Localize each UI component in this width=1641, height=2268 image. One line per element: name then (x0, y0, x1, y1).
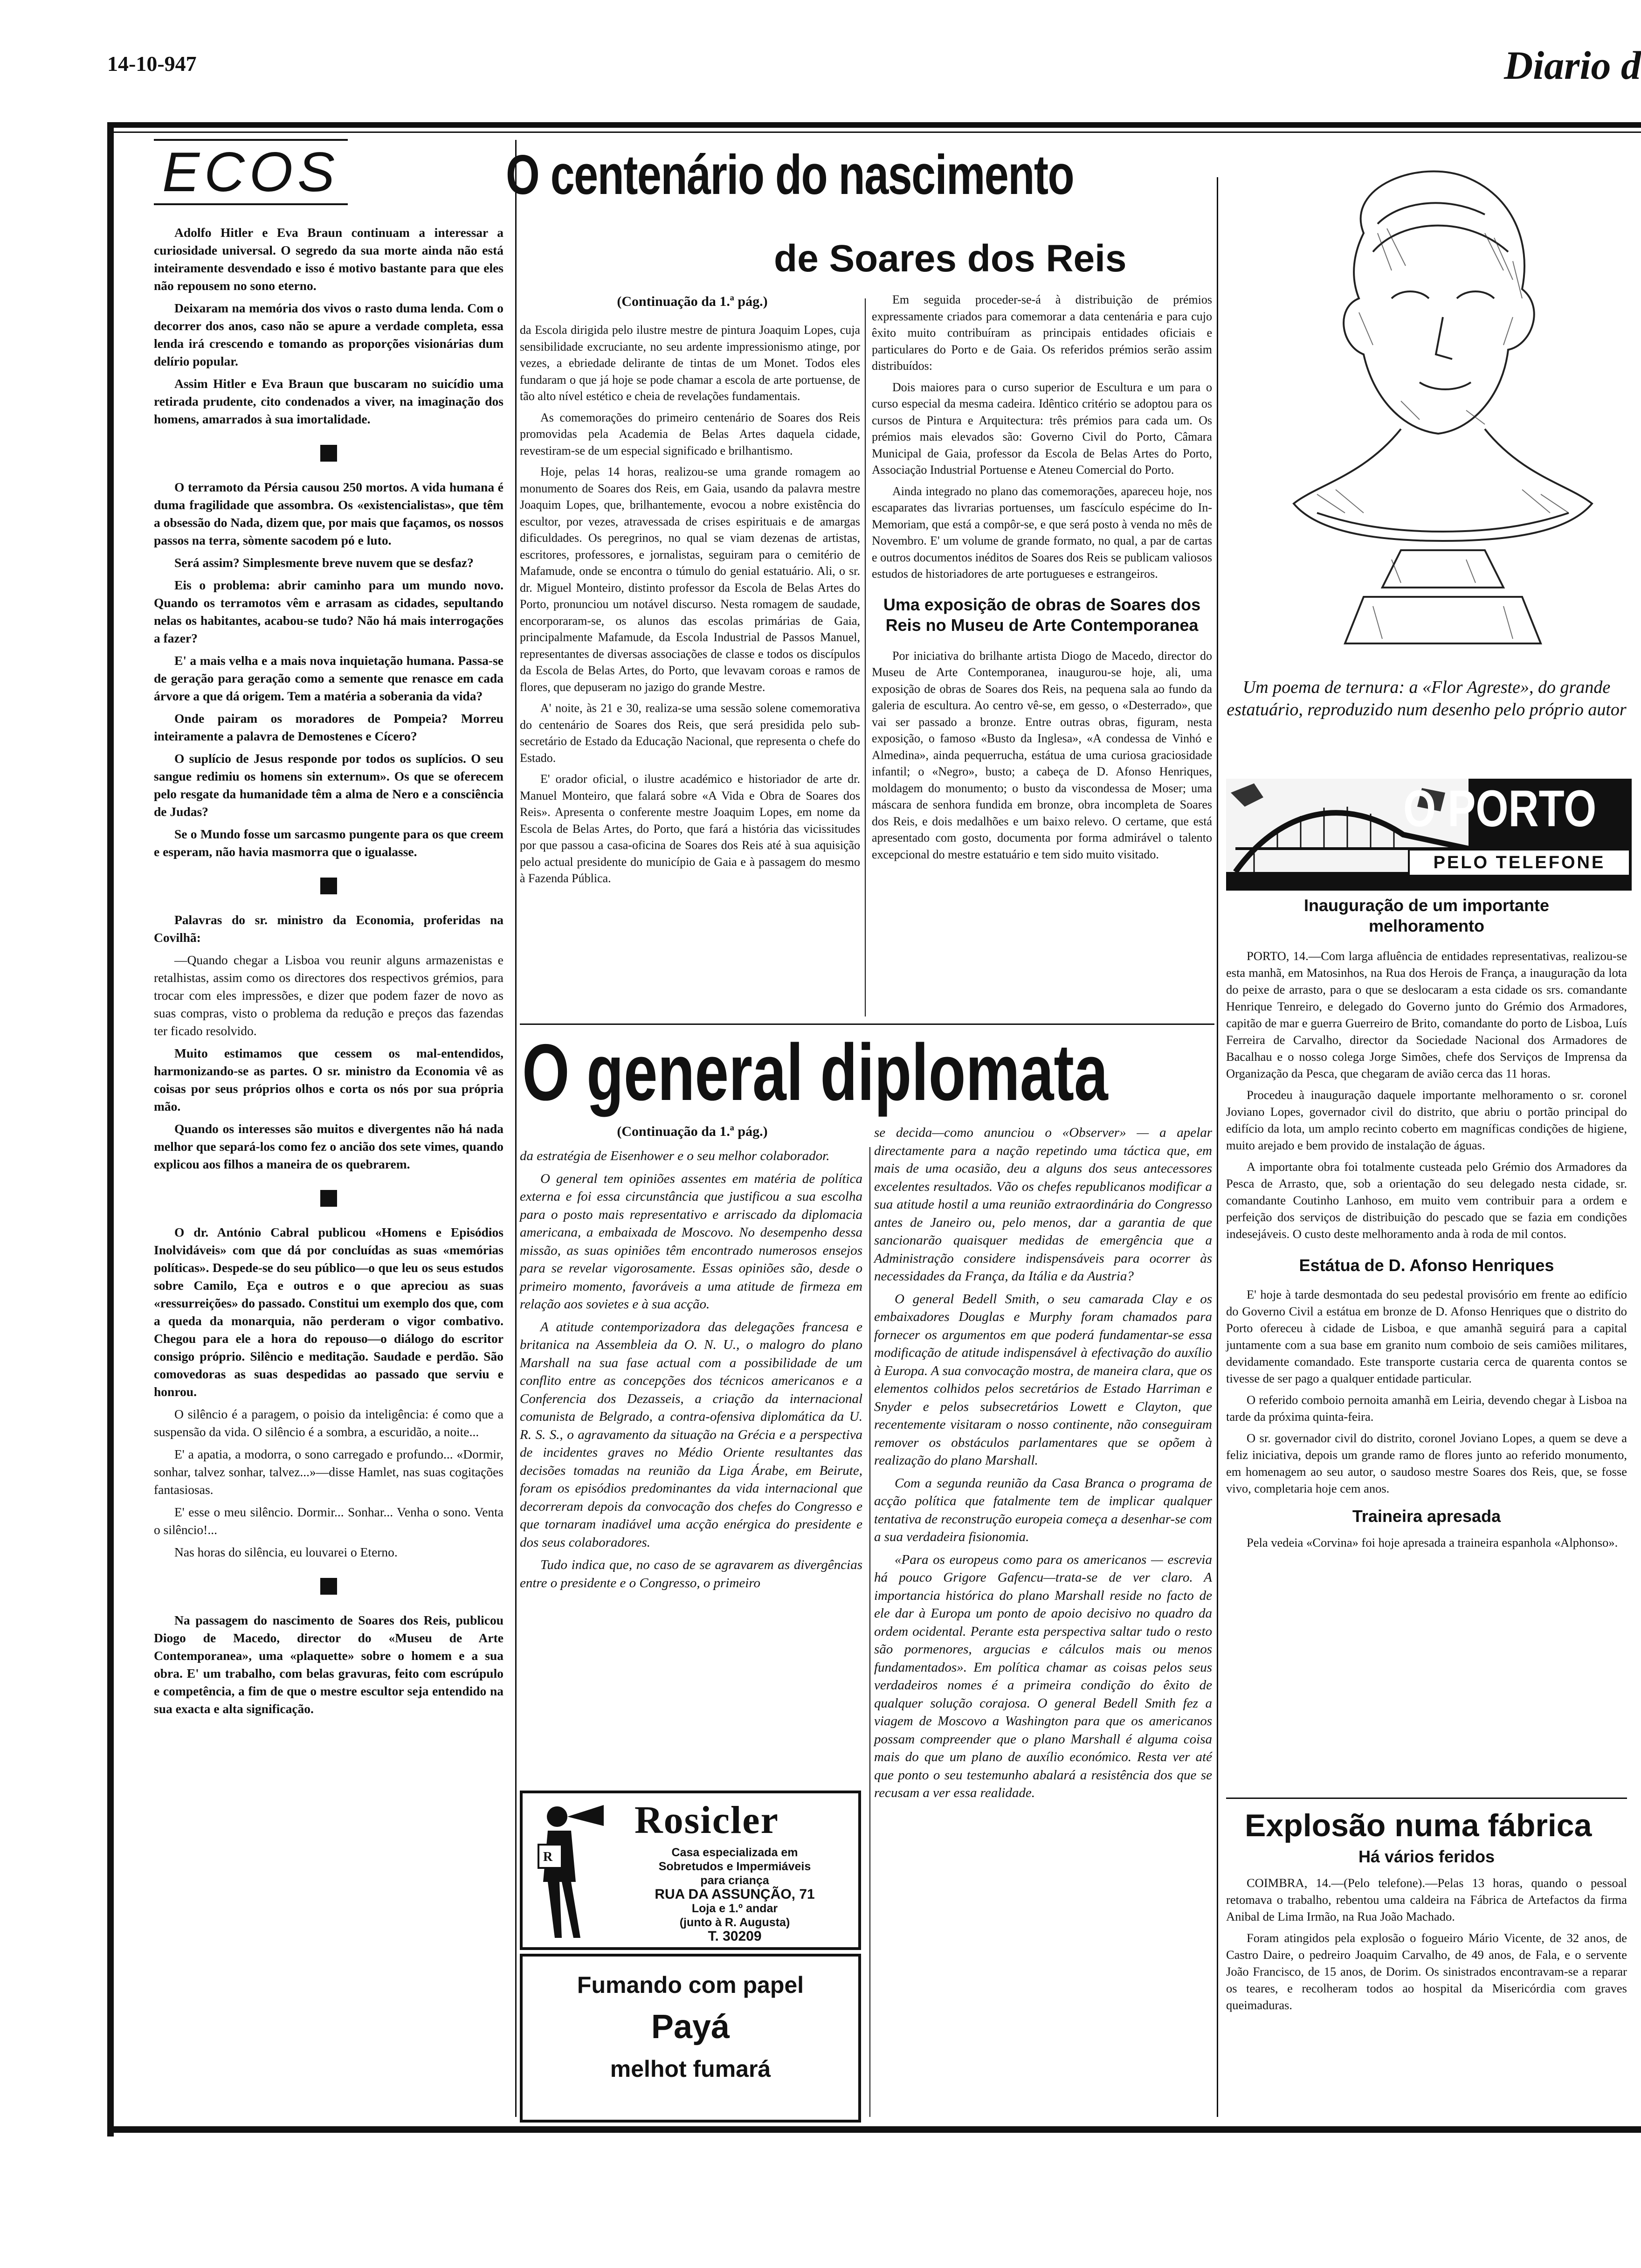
section-square-ornament (320, 1190, 337, 1207)
general-column-2 (874, 1124, 1212, 1807)
centenario-paragraph: Dois maiores para o curso superior de Escultura e um para o curso especial da mesma cadeira. Idêntico critério se adoptou para os cursos de Pintura e Arquitectura: três prémios para cada um. Os prémios mais elevados são: Governo Civil do Porto, Câmara Municipal de Gaia, professor da Escola de Belas Artes do Porto, Associação Industrial Portuense e Ateneu Comercial do Porto. (872, 380, 1212, 477)
general-paragraph: O general Bedell Smith, o seu camarada Clay e os embaixadores Douglas e Murphy foram chamados para fornecer os argumentos em que poderá fundamentar-se essa modificação de atitude indispensável à efectivação do auxílio à Europa. A sua convocação mostra, de maneira clara, que os elementos colhidos pelos secretários de Estado Harriman e Snyder e pelos subsecretários Lowett e Clayton, que recentemente visitaram o nosso continente, não conseguiram remover os obstáculos parlamentares que se opõem à realização do plano Marshall. (874, 1291, 1212, 1468)
ecos-paragraph: —Quando chegar a Lisboa vou reunir alguns armazenistas e retalhistas, assim como os directores dos respectivos grémios, para trocar com eles impressões, e dizer que podem fazer de novo as suas compras, visto o problema da redução e preços das fazendas ter ficado resolvido. (154, 953, 503, 1038)
ecos-paragraph: Quando os interesses são muitos e divergentes não há nada melhor que separá-los como fez o ancião dos sete vimes, quando explicou aos filhos a maneira de os quebrarem. (154, 1121, 503, 1171)
ecos-paragraph: O suplício de Jesus responde por todos os suplícios. O seu sangue redimiu os homens sin externum». Os que se oferecem pelo resgate da humanidade têm a alma de Nero e a consciência de Judas? (154, 751, 503, 819)
ecos-paragraph: Palavras do sr. ministro da Economia, proferidas na Covilhã: (154, 913, 503, 945)
rosicler-line: (junto à R. Augusta) (679, 1916, 790, 1929)
centenario-paragraph: As comemorações do primeiro centenário de Soares dos Reis promovidas pela Academia de Belas Artes daquela cidade, revestiram-se de um especial significado e brilhantismo. (520, 410, 860, 457)
centenario-title-line2: de Soares dos Reis (774, 237, 1127, 280)
ecos-paragraph: Eis o problema: abrir caminho para um mundo novo. Quando os terramotos vêm e arrasam as cidades, sepultando nelas os habitantes, acabou-se tudo? Não há mais interrogações a fazer? (154, 578, 503, 645)
explosao-paragraph: Foram atingidos pela explosão o fogueiro Mário Vicente, de 32 anos, de Castro Daire, o pedreiro Joaquim Carvalho, de 49 anos, de Fala, e o servente João Francisco, de 15 anos, de Dorim. Os sinistrados encontravam-se a reparar os teares, e recolheram todos ao hospital da Misericórdia com graves queimaduras. (1226, 1931, 1627, 2012)
col-divider-2 (865, 298, 866, 1016)
centenario-paragraph: Ainda integrado no plano das comemorações, apareceu hoje, nos escaparates das livrarias portuenses, um fascículo espécime do In-Memoriam, que está a compôr-se, e que será posto à venda no mês de Novembro. E' um volume de grande formato, no qual, a par de cartas e outros documentos inéditos de Soares dos Reis se publicam valiosos estudos de historiadores de arte portugueses e estrangeiros. (872, 484, 1212, 581)
centenario-paragraph: Em seguida proceder-se-á à distribuição de prémios expressamente criados para comemorar a data centenária e para cujo êxito muito contribuíram as principais entidades oficiais e particulares do Porto e de Gaia. Os referidos prémios serão assim distribuídos: (872, 293, 1212, 373)
bust-drawing (1224, 149, 1634, 662)
ecos-paragraph: E' a apatia, a modorra, o sono carregado e profundo... «Dormir, sonhar, talvez sonhar, talvez...»—disse Hamlet, nas suas cogitações fantasiosas. (154, 1447, 503, 1497)
explosao-headline: Explosão numa fábrica (1245, 1808, 1592, 1843)
top-rule (112, 122, 1641, 128)
svg-text:R: R (543, 1850, 553, 1864)
ecos-paragraph: Muito estimamos que cessem os mal-entendidos, harmonizando-se as partes. O sr. ministro da Economia vê as coisas por seus próprios olhos e corta os nós por sua própria mão. (154, 1046, 503, 1113)
centenario-paragraph: Hoje, pelas 14 horas, realizou-se uma grande romagem ao monumento de Soares dos Reis, em Gaia, usando da palavra mestre Joaquim Lopes, que, brilhantemente, evocou a nobre existência do escultor, por vezes, atravessada de crises espirituais e de amargas dificuldades. Os peregrinos, no qual se viam dezenas de artistas, escritores, professores, e jornalistas, seguiram para o cemitério de Mafamude, onde se encontra o túmulo do genial estatuário. Ali, o sr. dr. Miguel Monteiro, distinto professor da Escola de Belas Artes do Porto, pronunciou um notável discurso. Nesta romagem de saudade, encorporaram-se, os alunos das escolas primárias de Gaia, principalmente Mafamude, da Escola Industrial de Passos Manuel, representantes de diversas associações de classe e todos os discípulos da Escola de Belas Artes, do Porto, que levavam coroas e ramos de flores, que depuseram no jazigo do grande Mestre. (520, 465, 860, 694)
top-rule-thin (112, 131, 1641, 133)
rosicler-phone: T. 30209 (708, 1929, 762, 1944)
page-date: 14-10-947 (107, 52, 197, 76)
ecos-paragraph: Onde pairam os moradores de Pompeia? Morreu inteiramente a palavra de Demostenes e Cícero? (154, 711, 503, 743)
traineira-paragraph: Pela vedeia «Corvina» foi hoje apresada a traineira espanhola «Alphonso». (1247, 1535, 1618, 1549)
explosao-top-rule (1226, 1798, 1627, 1799)
section-square-ornament (320, 878, 337, 894)
bust-caption: Um poema de ternura: a «Flor Agreste», do grande estatuário, reproduzido num desenho pelo próprio autor (1227, 678, 1627, 719)
ecos-paragraph: Na passagem do nascimento de Soares dos Reis, publicou Diogo de Macedo, director do «Museu de Arte Contemporanea», uma «plaquette» sobre o homem e a sua obra. E' um trabalho, com belas gravuras, feito com escrúpulo e competência, a fim de que o mestre escultor seja entendido na sua exacta e alta significação. (154, 1613, 503, 1716)
general-top-rule (520, 1023, 1214, 1025)
centenario-column-1 (520, 322, 860, 892)
centenario-continuation: (Continuação da 1.ª pág.) (617, 294, 768, 309)
ecos-paragraph: Se o Mundo fosse um sarcasmo pungente para os que creem e esperam, não havia masmorra que o igualasse. (154, 827, 503, 859)
ecos-section-5 (154, 1611, 503, 1718)
porto-paragraph: A importante obra foi totalmente custeada pelo Grémio dos Armadores da Pesca de Arrasto, que, sob a orientação do seu delegado nesta cidade, sr. comandante Coutinho Lanhoso, em muito vem contribuir para a ordem e perfeição dos serviços de distribuição do pescado que se fazia em condições indesejáveis. O custo deste melhoramento anda à roda de mil contos. (1226, 1160, 1627, 1241)
flor-agreste-sketch (1224, 149, 1634, 662)
paya-line-1: Fumando com papel (577, 1972, 804, 1998)
general-paragraph: Com a segunda reunião da Casa Branca o programa de acção política que fatalmente tem de implicar qualquer tentativa de reconstrução europeia começa a desenhar-se com a sua verdadeira fisionomia. (874, 1475, 1212, 1544)
general-paragraph: A atitude contemporizadora das delegações francesa e britanica na Assembleia da O. N. U., o malogro do plano Marshall na sua fase actual com a possibilidade de um conflito entre as concepções dos técnicos americanos e a Conferencia dos Dezasseis, a criação da internacional comunista de Belgrado, a contra-ofensiva diplomática da U. R. S. S., o agravamento da situação na Grécia e a perspectiva de incidentes graves no Médio Oriente resultantes das decisões tomadas na reunião da Liga Árabe, em Beirute, foram os episódios predominantes da vida internacional que decorreram depois da convocação dos chefes do Congresso e que tornaram inadiável uma acção enérgica do presidente e dos seus colaboradores. (520, 1319, 862, 1550)
centenario-paragraph: da Escola dirigida pelo ilustre mestre de pintura Joaquim Lopes, cuja sensibilidade excruciante, no seu ardente impressionismo atinge, por vezes, a ebriedade delirante de tintas de um Monet. Todos eles fundaram o que já hoje se pode chamar a escola de arte portuense, de tão alto nível estético e cheia de revelações fundamentais. (520, 323, 860, 403)
ecos-section-1 (154, 224, 503, 428)
rosicler-ad (520, 1791, 861, 1950)
explosao-subheadline: Há vários feridos (1358, 1847, 1495, 1866)
explosao-paragraph: COIMBRA, 14.—(Pelo telefone).—Pelas 13 horas, quando o pessoal retomava o trabalho, rebentou uma caldeira na Fábrica de Artefactos da firma Anibal de Lima Irmão, na Rua João Machado. (1226, 1876, 1627, 1923)
left-border (107, 122, 114, 2137)
section-square-ornament (320, 445, 337, 462)
general-paragraph: se decida—como anunciou o «Observer» — a apelar directamente para a nação repetindo uma táctica que, em mais de uma ocasião, deu a alguns dos seus antecessores excelentes resultados. Vão os chefes republicanos modificar a sua atitude hostil a uma reunião extraordinária do Congresso antes de Janeiro ou, pelo menos, dar a garantia de que sancionarão quaisquer medidas de emergência que a Administração considere indispensáveis para ocorrer às necessidades da França, da Itália e da Austria? (874, 1125, 1212, 1284)
rosicler-details (616, 1846, 854, 1943)
centenario-paragraph: A' noite, às 21 e 30, realiza-se uma sessão solene comemorativa do centenário de Soares dos Reis, que será presidida pelo sub-secretário de Estado da Educação Nacional, que representa o chefe do Estado. (520, 701, 860, 765)
exposicao-subheadline: Uma exposição de obras de Soares dos Reis no Museu de Arte Contemporanea (883, 595, 1201, 635)
estatua-paragraph: E' hoje à tarde desmontada do seu pedestal provisório em frente ao edifício do Governo Civil a estátua em bronze de D. Afonso Henriques que o distrito do Porto ofereceu à cidade de Lisboa, e que amanhã seguirá para a capital juntamente com a sua base em granito num comboio de seis camiões militares, devidamente comandado. Este transporte custaria cerca de quarenta contos se tivesse de ser pago a qualquer entidade particular. (1226, 1287, 1627, 1385)
paya-line-3: melhot fumará (610, 2056, 771, 2082)
centenario-column-2 (872, 291, 1212, 867)
ecos-paragraph: O terramoto da Pérsia causou 250 mortos. A vida humana é duma fragilidade que assombra. Os «existencialistas», que têm a obsessão do Nada, dizem que, por mais que façamos, os nossos passos na terra, sòmente sacodem pó e luto. (154, 480, 503, 547)
estatua-paragraph: O referido comboio pernoita amanhã em Leiria, devendo chegar à Lisboa na tarde da próxima quinta-feira. (1226, 1393, 1627, 1424)
porto-logo (1226, 779, 1632, 891)
bottom-rule (112, 2126, 1641, 2133)
rosicler-name: Rosicler (634, 1798, 779, 1842)
section-square-ornament (320, 1578, 337, 1595)
general-paragraph: da estratégia de Eisenhower e o seu melhor colaborador. (520, 1148, 830, 1163)
porto-logo-title: O PORTO (1403, 780, 1597, 837)
ecos-paragraph: E' a mais velha e a mais nova inquietação humana. Passa-se de geração para geração como a semente que renasce em cada árvore a que dá origem. Tem a matéria a soberania da vida? (154, 653, 503, 703)
ecos-section-3 (154, 911, 503, 1173)
rosicler-line: Sobretudos e Impermiáveis (658, 1860, 811, 1873)
ecos-paragraph: E' esse o meu silêncio. Dormir... Sonhar... Venha o sono. Venta o silêncio!... (154, 1505, 503, 1537)
masthead: Diario d (1504, 43, 1641, 88)
ecos-paragraph: O dr. António Cabral publicou «Homens e Episódios Inolvidáveis» com que dá por concluídas as suas «memórias políticas». Despede-se do seu público—o que leu os seus estudos sobre Camilo, Eça e outros e o que apreciou as suas «ressurreições» do passado. Constitui um exemplo dos que, com a queda da monarquia, não perderam o vigor combativo. Chegou para ele a hora do repouso—o diálogo do escritor consigo próprio. Silêncio e meditação. Saudade e perdão. São comovedoras as suas despedidas ao passado que serviu e honrou. (154, 1225, 503, 1399)
paya-ad (520, 1954, 861, 2123)
paya-brand: Payá (651, 2008, 730, 2046)
rosicler-line: Casa especializada em (671, 1846, 798, 1859)
porto-column (1226, 895, 1627, 1556)
traineira-headline: Traineira apresada (1352, 1507, 1501, 1526)
ecos-paragraph: Adolfo Hitler e Eva Braun continuam a interessar a curiosidade universal. O segredo da sua morte ainda não está inteiramente desvendado e isso é motivo bastante para que eles não repousem no sono eterno. (154, 225, 503, 293)
porto-logo-subtitle: PELO TELEFONE (1408, 849, 1631, 877)
general-paragraph: O general tem opiniões assentes em matéria de política externa e foi essa circunstância que justificou a sua escolha para o posto mais representativo e arriscado da diplomacia americana, a embaixada de Moscovo. No desempenho dessa missão, as suas opiniões têm encontrado numerosos ensejos para se revelar vigorosamente. Essas opiniões são, desde o primeiro momento, favoráveis a uma atitude de firmeza em relação aos sovietes e à sua acção. (520, 1171, 862, 1312)
centenario-title-line1: O centenário do nascimento (506, 144, 1074, 206)
general-paragraph: «Para os europeus como para os americanos — escrevia há pouco Grigore Gafencu—trata-se de ver claro. A importancia histórica do plano Marshall reside no facto de ele dar à Europa um ponto de apoio decisivo no quadro da ordem ocidental. Perante esta perspectiva saltar tudo o resto são pormenores, argucias e cálculos mais ou menos fundamentados». Em política chamar as coisas pelos seus verdadeiros nomes é a primeira condição do êxito de qualquer solução corajosa. O general Bedell Smith fez a viagem de Moscovo a Washington para que os americanos possam compreender que o plano Marshall é alguma coisa mais do que um plano de auxílio económico. Resta ver até que ponto o seu testemunho abalará a resistência dos que se recusam a ver essa realidade. (874, 1552, 1212, 1800)
ecos-paragraph: Será assim? Simplesmente breve nuvem que se desfaz? (174, 555, 474, 570)
ecos-column (154, 224, 503, 1722)
col-divider-4 (869, 1147, 870, 2117)
ecos-title: ECOS (154, 140, 348, 204)
col-divider-3 (1217, 177, 1218, 2117)
ecos-section-2 (154, 478, 503, 861)
explosao-column (1226, 1874, 1627, 2018)
centenario-paragraph: E' orador oficial, o ilustre académico e historiador de arte dr. Manuel Monteiro, que falará sobre «A Vida e Obra de Soares dos Reis». Apresenta o conferente mestre Joaquim Lopes, em nome da Escola de Belas Artes, do Porto, que fará a história das vicissitudes por que passou a casa-oficina de Soares dos Reis até à sua aquisição pelo actual presidente do município de Gaia e à passagem do mesmo à Fazenda Pública. (520, 772, 860, 885)
porto-paragraph: PORTO, 14.—Com larga afluência de entidades representativas, realizou-se esta manhã, em Matosinhos, na Rua dos Herois de França, a inauguração da lota do peixe de arrasto, para o que se deslocaram a esta cidade os srs. comandante Henrique Tenreiro, e delegado do Governo junto do Grémio dos Armadores, capitão de mar e guerra Guerreiro de Brito, comandante do porto de Lisboa, Luís Ferreira de Carvalho, director da Sociedade Nacional dos Armadores de Bacalhau e o nosso colega Jorge Simões, chefe dos Serviços de Imprensa da Organização da Pesca, que chegaram de avião cerca das 11 horas. (1226, 949, 1627, 1080)
general-continuation: (Continuação da 1.ª pág.) (617, 1124, 768, 1139)
general-headline: O general diplomata (522, 1028, 1108, 1117)
ecos-section-4 (154, 1224, 503, 1561)
porto-paragraph: Procedeu à inauguração daquele importante melhoramento o sr. coronel Joviano Lopes, governador civil do distrito, que abriu o portão principal do edifício da lota, um amplo recinto coberto em magníficas condições de higiene, muito arejado e bem provido de instalação de águas. (1226, 1088, 1627, 1152)
herald-trumpeter-icon (529, 1798, 608, 1943)
rosicler-line: para criança (700, 1874, 769, 1887)
ecos-paragraph: O silêncio é a paragem, o poisio da inteligência: é como que a suspensão da vida. O silêncio é a sombra, a escuridão, a noite... (154, 1407, 503, 1439)
ecos-paragraph: Deixaram na memória dos vivos o rasto duma lenda. Com o decorrer dos anos, caso não se apure a verdade completa, essa lenda irá crescendo e tomando as proporções visionárias dum delírio popular. (154, 301, 503, 368)
ecos-paragraph: Assim Hitler e Eva Braun que buscaram no suicídio uma retirada prudente, cito condenados a viver, na imaginação dos homens, amarrados à sua imortalidade. (154, 376, 503, 426)
rosicler-line: Loja e 1.º andar (691, 1902, 778, 1915)
estatua-paragraph: O sr. governador civil do distrito, coronel Joviano Lopes, a quem se deve a feliz iniciativa, depois um grande ramo de flores junto ao referido monumento, em homenagem ao seu autor, o saudoso mestre Soares dos Reis, que, se fosse vivo, completaria hoje cem anos. (1226, 1431, 1627, 1495)
porto-headline: Inauguração de um importante melhoramento (1303, 896, 1550, 935)
col-divider-1 (515, 140, 517, 2117)
ecos-paragraph: Nas horas do silência, eu louvarei o Eterno. (174, 1545, 398, 1559)
general-paragraph: Tudo indica que, no caso de se agravarem as divergências entre o presidente e o Congresso, o primeiro (520, 1557, 862, 1590)
estatua-headline: Estátua de D. Afonso Henriques (1299, 1256, 1554, 1275)
rosicler-address: RUA DA ASSUNÇÃO, 71 (655, 1887, 815, 1902)
centenario-paragraph: Por iniciativa do brilhante artista Diogo de Macedo, director do Museu de Arte Contemporanea, inaugurou-se hoje, ali, uma exposição de obras de Soares dos Reis, na pequena sala ao fundo da galeria de escultura. Ao centro vê-se, em gesso, o «Desterrado», que vai ser passado a bronze. Entre outras obras, figuram, nesta exposição, o famoso «Busto da Inglesa», «A condessa de Vinhó e Almedina», ainda pequerrucha, estátua de uma curiosa graciosidade infantil; o «Negro», busto; a cabeça de D. Afonso Henriques, moldagem do monumento; o busto da viscondessa de Moser; uma máscara de senhora fundida em bronze, obra incompleta de Soares dos Reis, e dois medalhões e um baixo relevo. O certame, que está apresentado com gosto, documenta por forma admirável o talento excepcional do mestre estatuário e tem sido muito visitado. (872, 649, 1212, 861)
general-column-1 (520, 1147, 862, 1597)
